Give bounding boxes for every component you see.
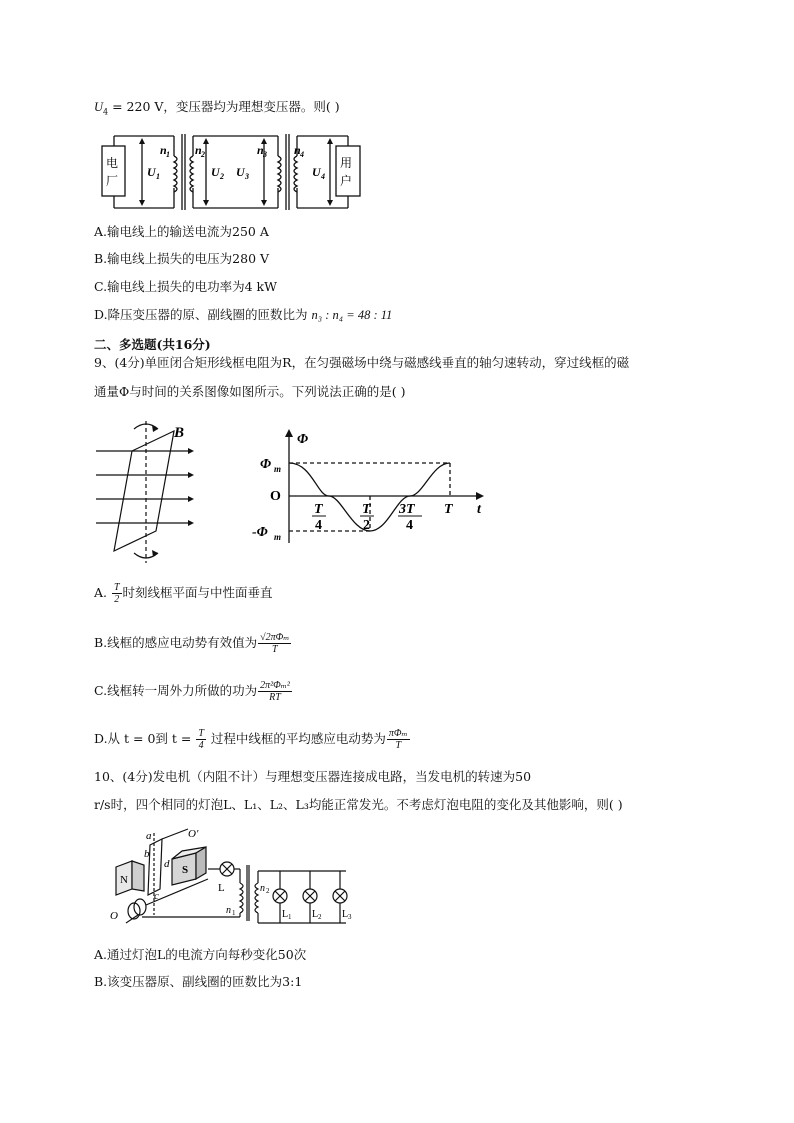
q10-stem-line1: 10、(4分)发电机（内阻不计）与理想变压器连接成电路，当发电机的转速为50 [94, 769, 532, 784]
q9-flux-graph [252, 425, 492, 550]
q8-transmission-figure [94, 128, 374, 216]
q10-label-l3-sub: 3 [348, 913, 352, 921]
q9-option-d-mid: 过程中线框的平均感应电动势为 [206, 731, 386, 746]
q9-stem-line1: 9、(4分)单匝闭合矩形线框电阻为R，在匀强磁场中绕与磁感线垂直的轴匀速转动，穿过线框的磁 [94, 355, 630, 370]
q8-option-d [94, 306, 392, 324]
q8-label-n1: n [160, 143, 167, 157]
q10-label-n2-sub: 2 [266, 887, 270, 895]
q8-option-c: C.输电线上损失的电功率为4 kW [94, 279, 277, 294]
q9-option-d-pre: D.从 t = 0到 t = [94, 731, 196, 746]
q9-option-c [94, 680, 293, 703]
q10-label-d: d [164, 858, 170, 870]
q9-option-a-num: T [113, 582, 120, 593]
q9-option-c-pre: C.线框转一周外力所做的功为 [94, 683, 258, 698]
q9-ymax-label: Φ [260, 457, 272, 472]
q9-option-b-den: T [272, 644, 278, 655]
section-title: 二、多选题(共16分) [94, 337, 211, 352]
q9-option-a-pre: A. [94, 585, 111, 600]
q9-ymin-label: -Φ [252, 525, 268, 540]
q8-label-u1: U [147, 165, 156, 179]
q8-label-n2: n [195, 143, 202, 157]
q10-label-b: b [144, 848, 150, 860]
q9-stem-line2: 通量Φ与时间的关系图像如图所示。下列说法正确的是( ) [94, 384, 406, 399]
q8-option-a: A.输电线上的输送电流为250 A [94, 224, 269, 239]
q8-option-d-ratio: n₃ : n₄ = 48 : 11 [311, 308, 393, 322]
q10-label-l3: L [342, 909, 349, 920]
q9-option-b-num: √2πΦₘ [260, 632, 290, 643]
q8-label-n4-sub: 4 [300, 150, 304, 159]
q9-frame-figure [94, 417, 204, 567]
q8-option-d-text: D.降压变压器的原、副线圈的匝数比为 [94, 307, 312, 322]
q8-intro [94, 98, 340, 122]
q10-label-l2-sub: 2 [318, 913, 322, 921]
q9-option-a-post: 时刻线框平面与中性面垂直 [122, 585, 273, 600]
q10-label-c: c [154, 890, 159, 902]
q9-tick-t2-num: T [362, 502, 371, 517]
q8-label-u4-sub: 4 [321, 172, 325, 181]
q8-box-user-1: 用 [340, 156, 353, 170]
q8-label-n3-sub: 3 [263, 150, 267, 159]
q10-label-l1-sub: 1 [288, 913, 292, 921]
q10-label-l1: L [282, 909, 289, 920]
q9-tick-t4-num: T [314, 502, 323, 517]
q10-label-n1-sub: 1 [232, 909, 236, 917]
q8-label-n1-sub: 1 [166, 150, 170, 159]
q8-intro-rest: = 220 V，变压器均为理想变压器。则( ) [108, 99, 340, 114]
q8-option-b: B.输电线上损失的电压为280 V [94, 251, 270, 266]
q10-label-l: L [218, 882, 225, 894]
q9-option-c-num: 2π²Φₘ² [260, 680, 290, 691]
q9-option-d-den: 4 [198, 740, 204, 751]
q8-box-power-plant-2: 厂 [106, 174, 119, 188]
q10-label-n: N [120, 874, 128, 886]
q9-tick-t: T [444, 502, 453, 517]
q10-label-o-bottom: O [110, 910, 118, 922]
q10-option-b: B.该变压器原、副线圈的匝数比为3:1 [94, 974, 303, 989]
q9-y-axis-label: Φ [297, 432, 309, 447]
q9-ymin-sub: m [274, 532, 282, 542]
q9-option-d-den2: T [395, 740, 402, 751]
q8-box-power-plant-1: 电 [106, 156, 119, 170]
q9-option-a [94, 582, 273, 605]
q8-box-user-2: 户 [340, 174, 353, 188]
q9-ymax-sub: m [274, 464, 282, 474]
q8-label-u2: U [211, 165, 220, 179]
q9-option-d-num: T [198, 728, 204, 739]
q8-label-n2-sub: 2 [201, 150, 205, 159]
q9-option-c-den: RT [269, 692, 281, 703]
q8-label-u3: U [236, 165, 245, 179]
q10-label-n1: n [226, 905, 231, 916]
q8-intro-sub: 4 [103, 107, 109, 117]
q10-stem-line2: r/s时，四个相同的灯泡L、L₁、L₂、L₃均能正常发光。不考虑灯泡电阻的变化及其他影响，则( ) [94, 797, 623, 812]
q8-label-n4: n [294, 143, 301, 157]
q9-tick-3t4-den: 4 [406, 518, 413, 533]
q9-option-b-pre: B.线框的感应电动势有效值为 [94, 635, 258, 650]
q9-option-d-num2: πΦₘ [388, 728, 408, 739]
q8-label-u2-sub: 2 [220, 172, 224, 181]
q9-origin: O [270, 489, 281, 504]
q9-option-b [94, 632, 292, 655]
q10-label-l2: L [312, 909, 319, 920]
q10-label-a: a [146, 830, 152, 842]
q9-label-b: B [174, 425, 185, 441]
q8-label-u4: U [312, 165, 321, 179]
q9-x-axis-label: t [477, 502, 481, 517]
q10-option-a: A.通过灯泡L的电流方向每秒变化50次 [94, 947, 307, 962]
q9-tick-t2-den: 2 [363, 518, 370, 533]
q8-label-u3-sub: 3 [245, 172, 249, 181]
q8-label-u1-sub: 1 [156, 172, 160, 181]
q10-label-n2: n [260, 883, 265, 894]
q9-option-d [94, 728, 411, 751]
q10-label-o-top: O′ [188, 828, 199, 840]
q10-label-s: S [182, 864, 189, 876]
q9-tick-3t4-num: 3T [399, 502, 415, 517]
q9-option-a-den: 2 [114, 594, 120, 605]
q10-generator-figure [108, 827, 360, 932]
q9-tick-t4-den: 4 [315, 518, 322, 533]
q8-intro-var: U [94, 100, 104, 114]
q8-label-n3: n [257, 143, 264, 157]
